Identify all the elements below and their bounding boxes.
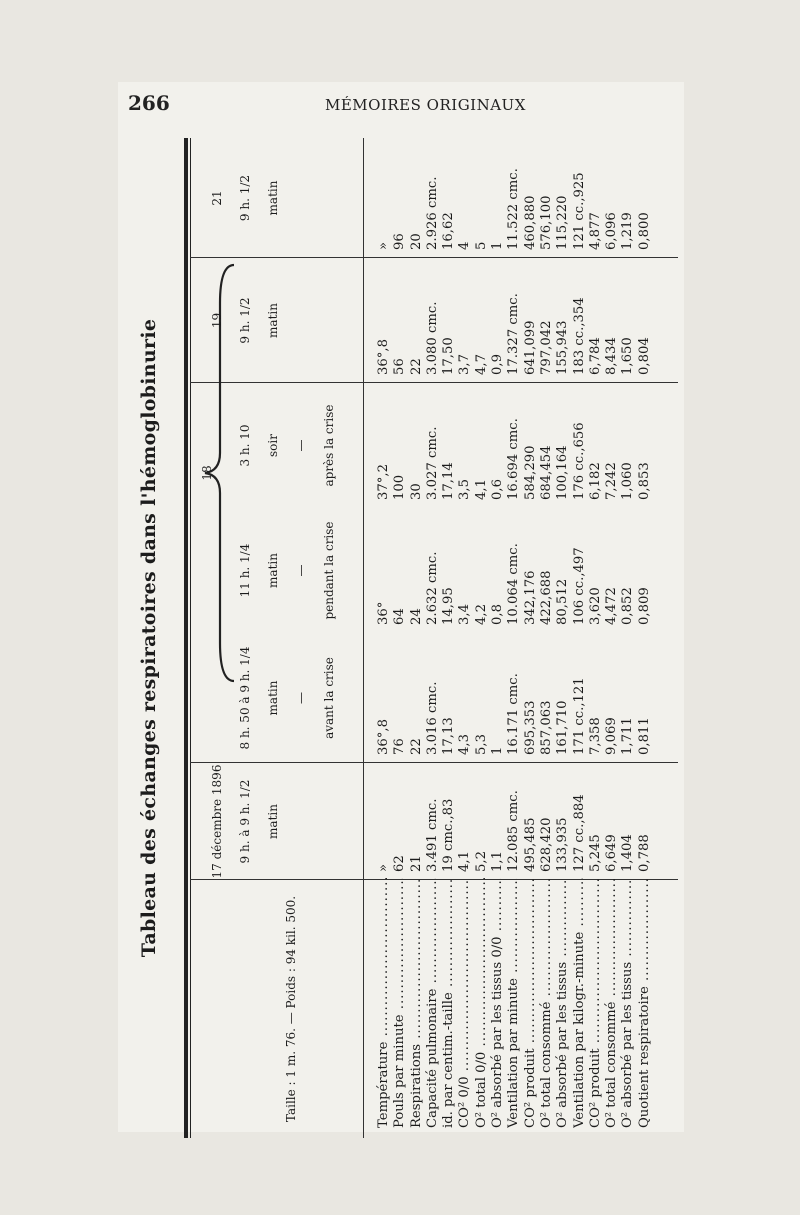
column-dash: — [294, 564, 308, 577]
table-cell: 176 cc.,656 [571, 422, 587, 500]
table-cell: 0,809 [636, 587, 652, 625]
table-cell: 3,4 [457, 604, 473, 625]
table-cell: 1 [490, 241, 506, 250]
table-cell: 9,069 [604, 717, 620, 755]
table-cell: 3.016 cmc. [424, 681, 440, 755]
table-cell: 14,95 [441, 587, 457, 625]
table-cell: 422,688 [538, 570, 554, 625]
table-cell: 0,800 [636, 212, 652, 250]
table-cell: 6,649 [604, 834, 620, 872]
table-cell: 5,3 [473, 734, 489, 755]
column-phase: pendant la crise [322, 521, 336, 620]
table-cell: 17,50 [441, 337, 457, 375]
column-time: 9 h. 1/2 [238, 174, 252, 222]
column-divider [190, 762, 678, 763]
data-column [376, 140, 653, 250]
table-cell: 0,8 [490, 604, 506, 625]
row-label: CO² 0/0 ..... [457, 878, 473, 1128]
table-cell: 684,454 [538, 445, 554, 500]
table-cell: 22 [408, 358, 424, 375]
table-cell: 4,472 [604, 587, 620, 625]
table-cell: 36°,8 [376, 719, 391, 755]
table-cell: 1,711 [620, 717, 636, 755]
table-cell: 4,2 [473, 604, 489, 625]
row-label: O² total consommé ..... [604, 878, 620, 1128]
table-cell: 641,099 [522, 320, 538, 375]
row-label: Respirations ..... [409, 878, 425, 1128]
column-date: 21 [210, 190, 224, 206]
table-cell: 857,063 [538, 700, 554, 755]
column-phase: avant la crise [322, 657, 336, 739]
column-divider [190, 382, 678, 383]
row-label: O² total consommé ..... [539, 878, 555, 1128]
table-cell: 115,220 [555, 195, 571, 250]
row-label: Température ..... [376, 878, 392, 1128]
table-cell: 19 cmc.,83 [441, 798, 457, 872]
column-divider [190, 257, 678, 258]
table-cell: 16,62 [441, 212, 457, 250]
table-cell: 30 [408, 483, 424, 500]
header-bottom-rule [363, 138, 364, 1138]
table-cell: 342,176 [522, 570, 538, 625]
table-cell: 4,3 [457, 734, 473, 755]
table-cell: » [376, 863, 391, 872]
column-time: 8 h. 50 à 9 h. 1/4 [238, 646, 252, 750]
table-cell: 96 [392, 233, 408, 250]
table-cell: 36°,8 [376, 339, 391, 375]
row-label: O² absorbé par les tissus ..... [620, 878, 636, 1128]
page-number: 266 [128, 91, 170, 115]
table-cell: 3,5 [457, 479, 473, 500]
table-cell: 3.027 cmc. [424, 426, 440, 500]
table-cell: 11.522 cmc. [506, 168, 522, 250]
row-label: O² total 0/0 ..... [474, 878, 490, 1128]
table-cell: 7,358 [587, 717, 603, 755]
column-period: matin [266, 180, 280, 216]
row-label: O² absorbé par les tissus 0/0 ..... [490, 878, 506, 1128]
table-cell: 161,710 [555, 700, 571, 755]
table-cell: 121 cc.,925 [571, 172, 587, 250]
table-cell: 155,943 [555, 320, 571, 375]
table-cell: 20 [408, 233, 424, 250]
running-head: MÉMOIRES ORIGINAUX [325, 96, 526, 114]
table-cell: 80,512 [555, 578, 571, 625]
table-cell: 17.327 cmc. [506, 293, 522, 375]
table-cell: 628,420 [538, 817, 554, 872]
table-cell: 16.171 cmc. [506, 673, 522, 755]
table-cell: 584,290 [522, 445, 538, 500]
table-cell: 1,219 [620, 212, 636, 250]
table-cell: 0,853 [636, 462, 652, 500]
table-cell: 7,242 [604, 462, 620, 500]
table-cell: 797,042 [538, 320, 554, 375]
data-column [376, 765, 653, 872]
table-cell: 3.080 cmc. [424, 301, 440, 375]
table-cell: 10.064 cmc. [506, 543, 522, 625]
column-time: 11 h. 1/4 [238, 543, 252, 598]
table-cell: 6,096 [604, 212, 620, 250]
data-column [376, 635, 653, 755]
table-cell: 695,353 [522, 700, 538, 755]
column-period: soir [266, 434, 280, 457]
table-cell: 460,880 [522, 195, 538, 250]
table-cell: 1,404 [620, 834, 636, 872]
row-label: Ventilation par minute ..... [506, 878, 522, 1128]
rotated-table [138, 138, 678, 1138]
table-cell: 0,788 [636, 834, 652, 872]
row-label: id. par centim.-taille ..... [441, 878, 457, 1128]
row-labels [376, 878, 653, 1128]
column-time: 9 h. 1/2 [238, 297, 252, 344]
row-label: CO² produit ..... [588, 878, 604, 1128]
table-cell: 133,935 [555, 817, 571, 872]
column-phase: après la crise [322, 404, 336, 487]
table-cell: 64 [392, 608, 408, 625]
table-cell: 5,2 [473, 851, 489, 872]
group-header-18: 18 [200, 465, 214, 481]
table-cell: 21 [408, 855, 424, 872]
row-label: Quotient respiratoire ..... [637, 878, 653, 1128]
table-cell: 36° [376, 601, 391, 625]
table-cell: 183 cc.,354 [571, 297, 587, 375]
column-date: 17 décembre 1896 [210, 764, 224, 879]
table-cell: 62 [392, 855, 408, 872]
table-cell: 3.491 cmc. [424, 798, 440, 872]
table-cell: 5 [473, 241, 489, 250]
column-period: matin [266, 680, 280, 716]
data-column [376, 510, 653, 625]
column-dash: — [294, 439, 308, 452]
row-label: CO² produit ..... [523, 878, 539, 1128]
table-cell: 17,14 [441, 462, 457, 500]
table-cell: 3,7 [457, 354, 473, 375]
table-cell: 37°,2 [376, 464, 391, 500]
table-cell: 1,060 [620, 462, 636, 500]
column-dash: — [294, 692, 308, 704]
data-column [376, 260, 653, 375]
table-cell: 6,182 [587, 462, 603, 500]
table-cell: 1,650 [620, 337, 636, 375]
table-title: Tableau des échanges respiratoires dans l'hémoglobinurie [138, 318, 160, 958]
table-cell: 0,9 [490, 354, 506, 375]
table-cell: 100,164 [555, 445, 571, 500]
column-period: matin [266, 303, 280, 338]
row-label: Capacité pulmonaire ..... [425, 878, 441, 1128]
table-cell: 2.632 cmc. [424, 551, 440, 625]
table-cell: 100 [392, 474, 408, 500]
table-cell: 4,1 [473, 479, 489, 500]
table-cell: 56 [392, 358, 408, 375]
table-cell: 0,6 [490, 479, 506, 500]
table-cell: 1,1 [490, 851, 506, 872]
table-cell: 6,784 [587, 337, 603, 375]
table-cell: 24 [408, 608, 424, 625]
table-cell: 8,434 [604, 337, 620, 375]
table-cell: 17,13 [441, 717, 457, 755]
table-cell: 3,620 [587, 587, 603, 625]
table-cell: 16.694 cmc. [506, 418, 522, 500]
row-label: Ventilation par kilogr.-minute ..... [572, 878, 588, 1128]
table-cell: 4,877 [587, 212, 603, 250]
data-column [376, 385, 653, 500]
table-cell: 576,100 [538, 195, 554, 250]
table-top-rule [184, 138, 188, 1138]
table-cell: 1 [490, 746, 506, 755]
table-cell: 0,852 [620, 587, 636, 625]
row-label: Pouls par minute ..... [392, 878, 408, 1128]
column-time: 9 h. à 9 h. 1/2 [238, 779, 252, 864]
table-cell: 76 [392, 738, 408, 755]
column-date: 19 [210, 312, 224, 329]
table-cell: 106 cc.,497 [571, 547, 587, 625]
table-cell: 4,1 [457, 851, 473, 872]
table-cell: 5,245 [587, 834, 603, 872]
table-cell: 495,485 [522, 817, 538, 872]
table-cell: 127 cc.,884 [571, 794, 587, 872]
table-cell: 171 cc.,121 [571, 677, 587, 755]
column-period: matin [266, 804, 280, 839]
table-cell: 4,7 [473, 354, 489, 375]
table-cell: 4 [457, 241, 473, 250]
table-cell: 2.926 cmc. [424, 176, 440, 250]
column-period: matin [266, 553, 280, 588]
subject-info: Taille : 1 m. 76. — Poids : 94 kil. 500. [284, 895, 298, 1123]
row-label: O² absorbé par les tissus ..... [555, 878, 571, 1128]
table-cell: » [376, 241, 391, 250]
table-top-rule-thin [190, 138, 191, 1138]
column-time: 3 h. 10 [238, 424, 252, 467]
table-cell: 0,804 [636, 337, 652, 375]
table-cell: 12.085 cmc. [506, 790, 522, 872]
table-cell: 22 [408, 738, 424, 755]
table-cell: 0,811 [636, 717, 652, 755]
